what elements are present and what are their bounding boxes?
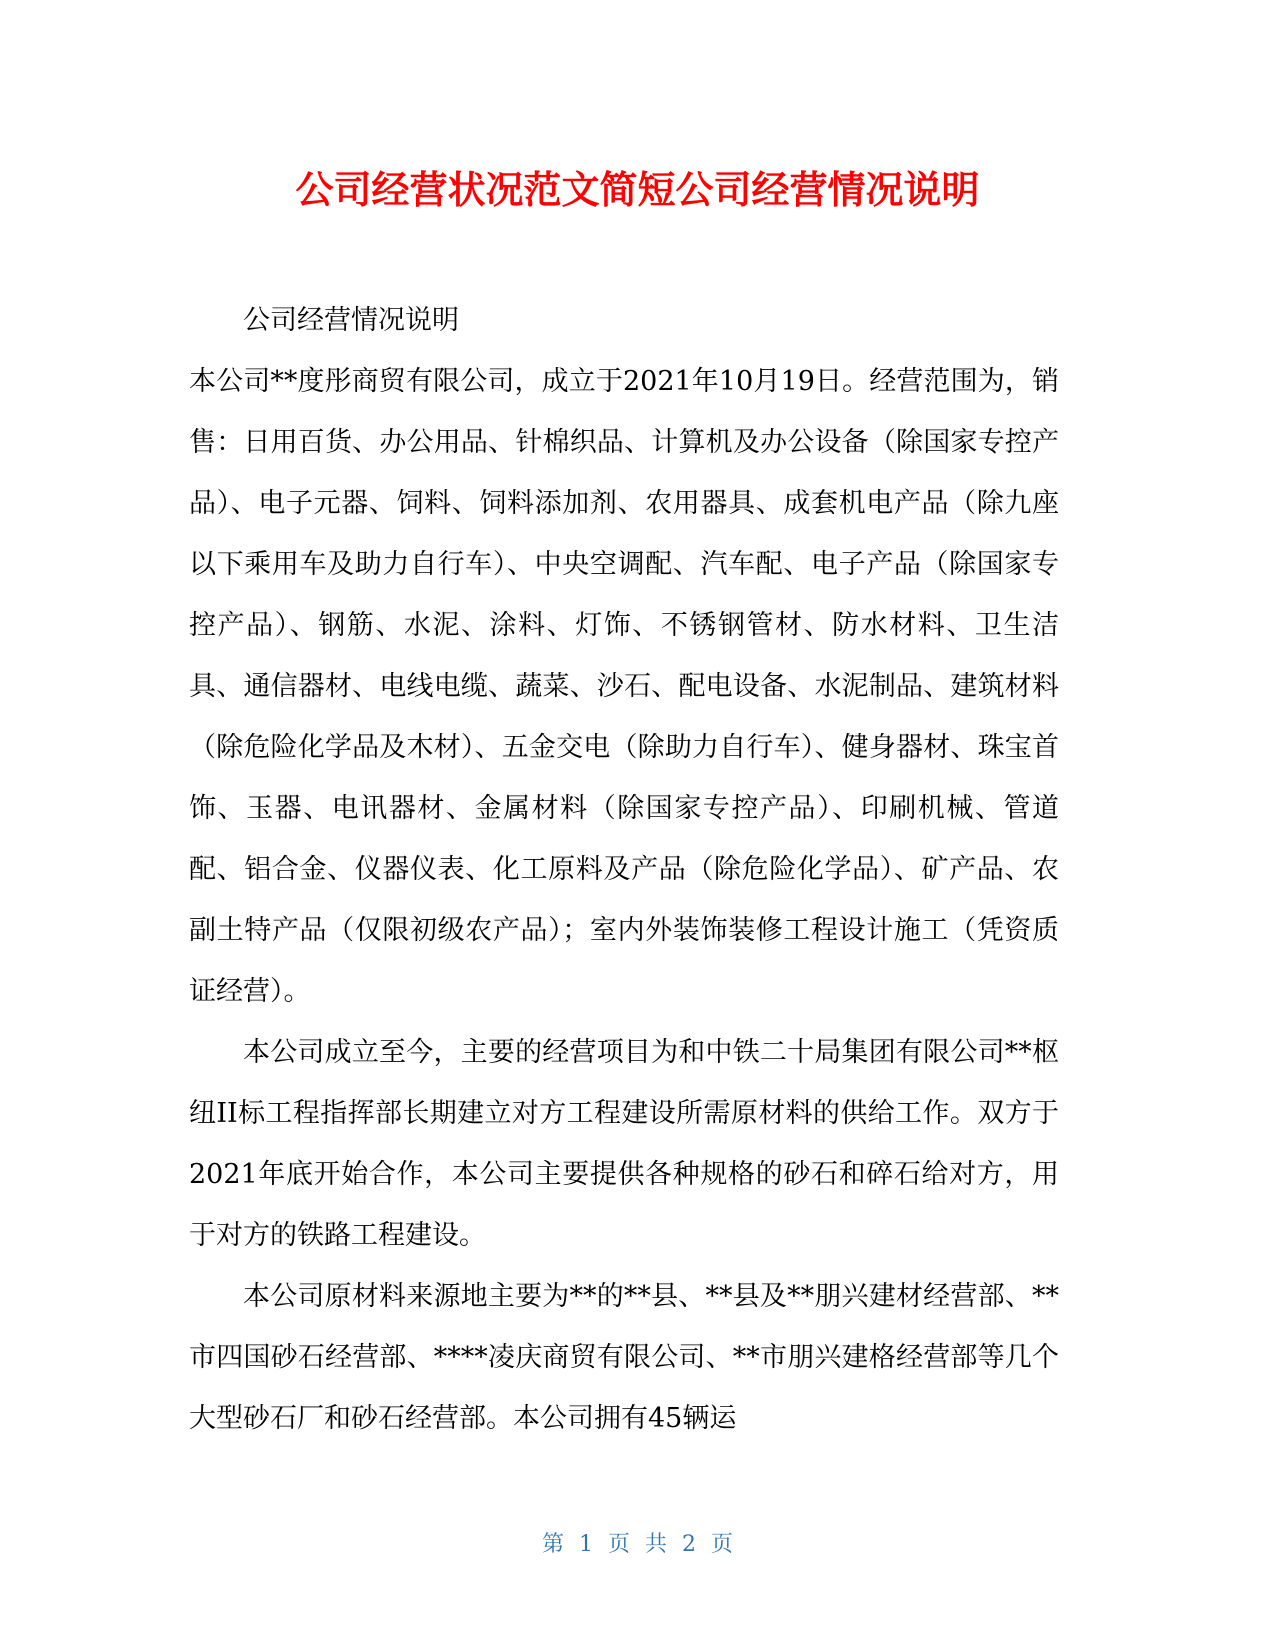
paragraph-material-sources: 本公司原材料来源地主要为**的**县、**县及**朋兴建材经营部、**市四国砂石经营部、****凌庆商贸有限公司、**市朋兴建格经营部等几个大型砂石厂和砂石经营部。本公司拥有45辆运 [189, 1281, 1059, 1434]
footer-page-suffix: 页 [711, 1532, 734, 1557]
footer-page-prefix: 第 [541, 1532, 564, 1557]
page-footer [0, 1525, 1275, 1565]
document-body [189, 290, 1059, 1449]
footer-total-prefix: 共 [645, 1532, 668, 1557]
section-heading: 公司经营情况说明 [243, 305, 459, 336]
footer-total-pages: 2 [682, 1532, 697, 1557]
paragraph-main-projects: 本公司成立至今，主要的经营项目为和中铁二十局集团有限公司**枢纽II标工程指挥部长期建立对方工程建设所需原材料的供给工作。双方于2021年底开始合作，本公司主要提供各种规格的砂石和碎石给对方，用于对方的铁路工程建设。 [189, 1037, 1059, 1251]
paragraph-business-scope: 本公司**度彤商贸有限公司，成立于2021年10月19日。经营范围为，销售：日用百货、办公用品、针棉织品、计算机及办公设备（除国家专控产品）、电子元器、饲料、饲料添加剂、农用器具、成套机电产品（除九座以下乘用车及助力自行车）、中央空调配、汽车配、电子产品（除国家专控产品）、钢筋、水泥、涂料、灯饰、不锈钢管材、防水材料、卫生洁具、通信器材、电线电缆、蔬菜、沙石、配电设备、水泥制品、建筑材料（除危险化学品及木材）、五金交电（除助力自行车）、健身器材、珠宝首饰、玉器、电讯器材、金属材料（除国家专控产品）、印刷机械、管道配、铝合金、仪器仪表、化工原料及产品（除危险化学品）、矿产品、农副土特产品（仅限初级农产品）；室内外装饰装修工程设计施工（凭资质证经营）。 [189, 366, 1059, 1007]
footer-page-mid: 页 [607, 1532, 630, 1557]
footer-current-page: 1 [578, 1532, 593, 1557]
document-title: 公司经营状况范文简短公司经营情况说明 [295, 168, 980, 212]
